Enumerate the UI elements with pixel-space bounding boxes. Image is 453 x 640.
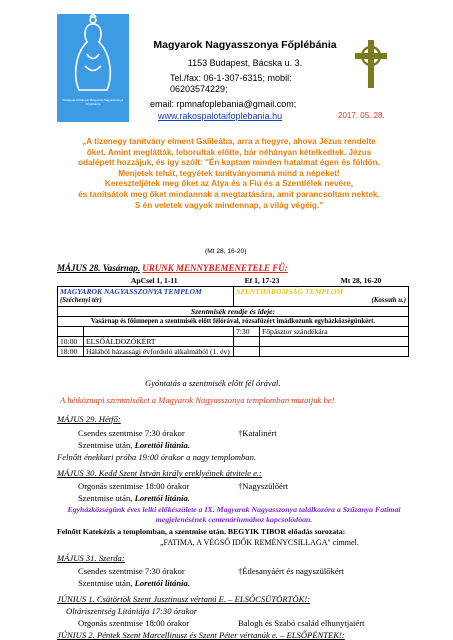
litany-line	[78, 578, 190, 589]
quote-line: Menjetek tehát, tegyétek tanítványommá mind a népeket!	[118, 168, 340, 178]
church1-name: MAGYAROK NAGYASSZONYA TEMPLOM	[58, 286, 234, 296]
mass-intent: †Katalinért	[238, 428, 277, 438]
litany-name: Lorettói litánia.	[134, 440, 190, 450]
mass-intent: Balogh és Szabó család elhunytjaiért	[238, 618, 365, 628]
mass-time: 18:00	[58, 346, 84, 356]
litany-line	[78, 493, 190, 504]
parish-phone: Tel./fax: 06-1-307-6315; mobil:	[170, 73, 292, 83]
mass-time	[58, 326, 84, 336]
quote-line: őket. Amint meglátták, leborultak előtte, bár néhányan kételkedtek. Jézus	[86, 147, 372, 157]
choir-rehearsal: Felnőtt énekkari próba 19:00 órakor a nagy templomban.	[57, 452, 257, 462]
celtic-cross-icon	[355, 40, 387, 88]
after-mass-label: Szentmise után,	[78, 578, 133, 588]
table-row	[58, 326, 409, 336]
lecture-title: „FATIMA, A VÉGSŐ IDŐK REMÉNYCSILLAGA" címmel.	[160, 538, 359, 547]
mass-intent: †Nagyszülőért	[238, 481, 289, 491]
readings-row	[58, 276, 409, 286]
mass-time	[234, 336, 260, 346]
virgin-mary-icon	[57, 14, 129, 98]
quote-line: Kereszteljétek meg őket az Atya és a Fiú és a Szentlélek nevére,	[104, 179, 354, 189]
quote-line: odalépett hozzájuk, és így szólt: "Én kaptam minden hatalmat égen és földön.	[78, 158, 380, 168]
after-mass-label: Szentmise után,	[78, 440, 133, 450]
mass-intent: Hálából házassági évforduló alkalmából (1. év)	[84, 346, 234, 356]
mass-time: 10:00	[58, 336, 84, 346]
church1-location: (Széchenyi tér)	[58, 296, 234, 306]
mass-line: Csendes szentmise 7:30 órakor	[78, 566, 185, 576]
parish-mobile: 06203574229;	[170, 84, 228, 94]
sunday-date: MÁJUS 28. Vasárnap.	[57, 263, 141, 273]
mass-intent: ELSŐÁLDOZÓKÉRT	[84, 336, 234, 346]
sunday-feast: URUNK MENNYBEMENETELE FŰ:	[142, 263, 288, 273]
after-mass-label: Szentmise után,	[78, 493, 133, 503]
catechesis-line: Felnőtt Katekézis a templomban, a szentmise után. BEGYIK TIBOR előadás sorozata:	[57, 527, 346, 536]
reading-gospel: Mt 28, 16-20	[340, 276, 382, 286]
mass-time	[234, 346, 260, 356]
mass-intent: Főpásztor szándékára	[260, 326, 409, 336]
mass-intent	[260, 346, 409, 356]
litany-line	[78, 440, 190, 451]
table-row	[58, 336, 409, 346]
logo-caption: Budapest-Kőbányai Magyarok Nagyasszonya Főplébánia	[62, 98, 124, 106]
day-heading-june2: JÚNIUS 2. Péntek Szent Marcellinusz és Szent Péter vértanúk e. – ELSŐPÉNTEK!:	[57, 630, 345, 640]
mass-schedule-table	[57, 276, 409, 357]
parish-email: email: rpmnafoplebania@gmail.com;	[150, 99, 297, 109]
quote-line: S én veletek vagyok mindennap, a világ végéig."	[134, 200, 324, 210]
mass-intent	[84, 326, 234, 336]
mass-time: 7:30	[234, 326, 260, 336]
schedule-order-title: Szentmisék rendje és ideje:	[58, 306, 409, 316]
parish-logo	[57, 14, 129, 122]
weekday-notice: A hétköznapi szentmiséket a Magyarok Nagyasszonya templomban mutatjuk be!	[60, 395, 335, 405]
church2-name: SZENTHÁROMSÁG TEMPLOM	[234, 286, 409, 296]
day-heading-may30: MÁJUS 30. Kedd Szent István király ereklyéinek átvitele e.:	[57, 468, 262, 478]
day-heading-june1: JÚNIUS 1. Csütörtök Szent Jusztinusz vértanú E. – ELSŐCSÜTÖRTÖK!:	[57, 594, 311, 604]
litany-name: Lorettói litánia.	[134, 493, 190, 503]
bulletin-date: 2017. 05. 28.	[338, 111, 385, 120]
parish-title: Magyarok Nagyasszonya Főplébánia	[153, 39, 337, 51]
reading-second: Ef 1, 17-23	[244, 276, 280, 286]
day-heading-may29: MÁJUS 29. Hétfő:	[57, 414, 121, 424]
mass-intent: †Édesanyáért és nagyszülőkért	[238, 566, 344, 576]
reading-first: ApCsel 1, 1-11	[130, 276, 178, 286]
confession-notice: Gyóntatás a szentmisék előtt fél órával.	[145, 378, 281, 388]
quote-line: és tanítsátok meg őket mindannak a megtartására, amit parancsoltam nektek.	[78, 189, 380, 199]
sunday-heading	[57, 263, 288, 274]
day-heading-may31: MÁJUS 31. Szerda:	[57, 553, 125, 563]
quote-reference: (Mt 28, 16-20)	[205, 248, 247, 255]
adoration-litany: Oltáriszentség Litániája 17:30 órakor	[66, 606, 198, 616]
gospel-quote	[38, 137, 420, 211]
fatima-announcement: Egyházközségünk éves lelki előkészülete a IX. Magyarok Nagyasszonya találkozóra a Szűzanya Fatimai megjelenésének centenáriumához kapcsolódóan.	[67, 505, 401, 524]
quote-line: „A tizenegy tanítvány elment Galileába, arra a hegyre, ahova Jézus rendelte	[82, 137, 376, 146]
mass-line: Orgonás szentmise 18:00 órakor	[78, 618, 190, 628]
parish-address: 1153 Budapest, Bácska u. 3.	[187, 58, 303, 68]
rosary-note: Vasárnap és főünnepen a szentmisék előtt félórával, rózsafüzért imádkozunk egyházközségünkért.	[58, 316, 409, 326]
church2-location: (Kossuth u.)	[234, 296, 409, 306]
mass-intent	[260, 336, 409, 346]
mass-line: Csendes szentmise 7:30 órakor	[78, 428, 185, 438]
mass-line: Orgonás szentmise 18:00 órakor	[78, 481, 190, 491]
litany-name: Lorettói litánia.	[134, 578, 190, 588]
table-row	[58, 346, 409, 356]
parish-website-link[interactable]: www.rakospalotaifoplebania.hu	[158, 111, 283, 121]
